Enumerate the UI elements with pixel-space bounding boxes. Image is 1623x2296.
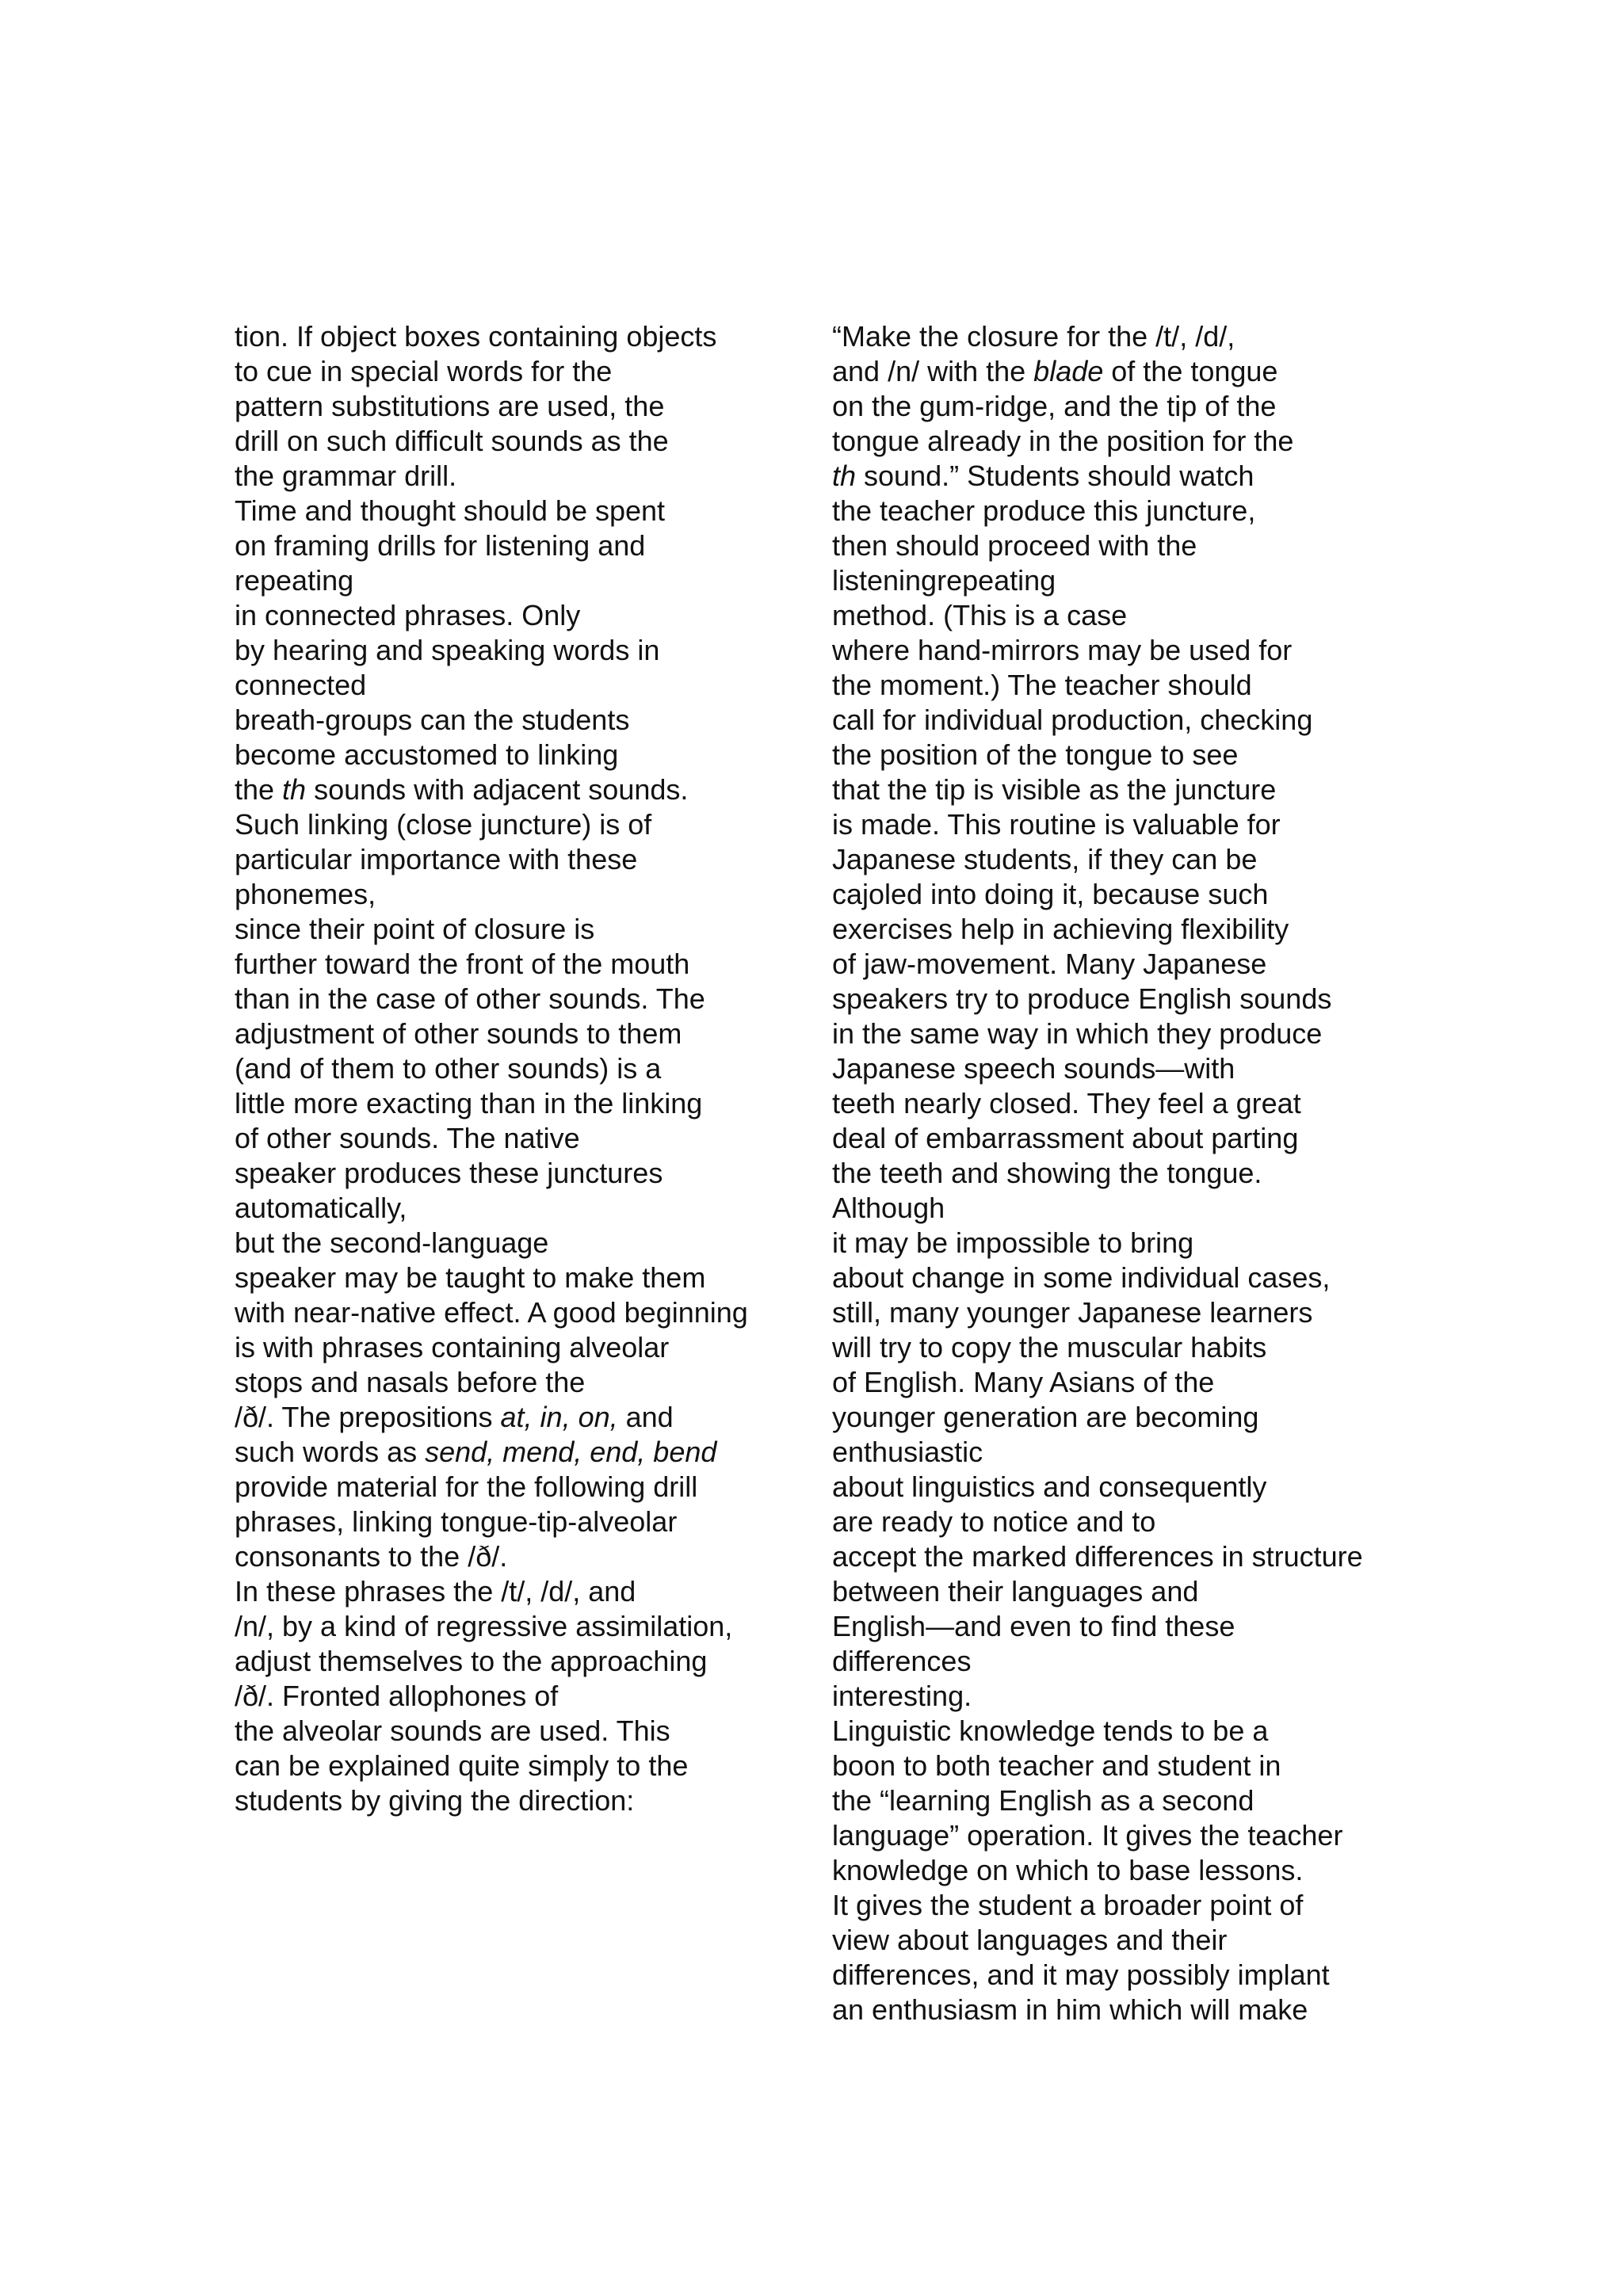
text-line	[832, 1191, 1419, 1226]
text-run: In these phrases the /t/, /d/, and	[235, 1575, 636, 1608]
text-line	[832, 1330, 1419, 1365]
text-run: knowledge on which to base lessons.	[832, 1854, 1304, 1886]
text-run: and /n/ with the	[832, 355, 1034, 387]
text-run: Time and thought should be spent	[235, 494, 666, 527]
text-run: teeth nearly closed. They feel a great	[832, 1087, 1301, 1119]
text-line	[235, 1295, 805, 1330]
text-line	[235, 703, 805, 738]
text-run: provide material for the following drill	[235, 1470, 698, 1503]
text-line	[832, 1435, 1419, 1470]
text-line	[832, 1156, 1419, 1191]
text-run: the teeth and showing the tongue.	[832, 1157, 1262, 1189]
text-run: Japanese students, if they can be	[832, 843, 1258, 875]
text-line	[235, 1470, 805, 1505]
text-run: speakers try to produce English sounds	[832, 982, 1332, 1015]
text-line	[832, 1121, 1419, 1156]
text-line	[832, 1993, 1419, 2027]
text-run: deal of embarrassment about parting	[832, 1122, 1299, 1154]
text-line	[235, 1121, 805, 1156]
text-run: language” operation. It gives the teacher	[832, 1819, 1343, 1852]
text-line	[832, 772, 1419, 807]
text-run: English—and even to find these	[832, 1610, 1235, 1642]
text-run: phrases, linking tongue-tip-alveolar	[235, 1505, 678, 1538]
text-run: by hearing and speaking words in	[235, 634, 660, 666]
text-line	[832, 598, 1419, 633]
text-line	[832, 389, 1419, 424]
text-run: It gives the student a broader point of	[832, 1889, 1304, 1921]
text-line	[235, 1749, 805, 1783]
text-line	[235, 1574, 805, 1609]
text-run: “Make the closure for the /t/, /d/,	[832, 320, 1235, 353]
text-run: cajoled into doing it, because such	[832, 878, 1269, 910]
text-run: such words as	[235, 1436, 426, 1468]
text-run: to cue in special words for the	[235, 355, 613, 387]
text-run: adjust themselves to the approaching	[235, 1645, 708, 1677]
right-text-column	[832, 319, 1419, 2027]
text-line	[832, 1783, 1419, 1818]
text-run: enthusiastic	[832, 1436, 983, 1468]
text-line	[235, 1783, 805, 1818]
text-run: become accustomed to linking	[235, 738, 619, 771]
text-line	[832, 947, 1419, 982]
text-line	[832, 842, 1419, 877]
text-run: then should proceed with the	[832, 529, 1197, 562]
text-run: stops and nasals before the	[235, 1366, 586, 1398]
text-line	[235, 738, 805, 772]
text-run: since their point of closure is	[235, 913, 595, 945]
text-run: differences, and it may possibly implant	[832, 1958, 1330, 1991]
italic-text-run: blade	[1033, 355, 1104, 387]
text-line	[832, 1644, 1419, 1679]
text-line	[832, 1226, 1419, 1261]
text-line	[832, 354, 1419, 389]
text-run: still, many younger Japanese learners	[832, 1296, 1313, 1329]
text-line	[235, 807, 805, 842]
text-run: Linguistic knowledge tends to be a	[832, 1714, 1269, 1747]
text-line	[832, 319, 1419, 354]
italic-text-run: th	[832, 460, 857, 492]
text-line	[832, 1958, 1419, 1993]
text-run: speaker produces these junctures	[235, 1157, 663, 1189]
text-run: view about languages and their	[832, 1924, 1228, 1956]
text-run: /ð/. Fronted allophones of	[235, 1680, 559, 1712]
text-run: that the tip is visible as the juncture	[832, 773, 1277, 806]
text-run: younger generation are becoming	[832, 1401, 1259, 1433]
text-line	[832, 1470, 1419, 1505]
text-run: phonemes,	[235, 878, 376, 910]
text-line	[832, 877, 1419, 912]
text-line	[832, 1261, 1419, 1295]
text-line	[832, 1539, 1419, 1574]
text-run: sounds with adjacent sounds.	[306, 773, 689, 806]
text-run: exercises help in achieving flexibility	[832, 913, 1289, 945]
text-run: interesting.	[832, 1680, 972, 1712]
text-line	[832, 1609, 1419, 1644]
text-run: it may be impossible to bring	[832, 1226, 1194, 1259]
text-run: than in the case of other sounds. The	[235, 982, 705, 1015]
text-run: Such linking (close juncture) is of	[235, 808, 652, 841]
text-run: little more exacting than in the linking	[235, 1087, 703, 1119]
text-line	[832, 528, 1419, 563]
text-line	[832, 668, 1419, 703]
text-line	[832, 912, 1419, 947]
text-line	[235, 459, 805, 494]
text-run: differences	[832, 1645, 972, 1677]
text-line	[235, 528, 805, 563]
text-line	[235, 633, 805, 668]
text-run: automatically,	[235, 1192, 407, 1224]
text-line	[235, 424, 805, 459]
text-run: further toward the front of the mouth	[235, 948, 690, 980]
left-text-column	[235, 319, 805, 1818]
text-line	[832, 1505, 1419, 1539]
text-run: the position of the tongue to see	[832, 738, 1239, 771]
text-line	[235, 1086, 805, 1121]
text-run: on the gum-ridge, and the tip of the	[832, 390, 1277, 422]
text-line	[235, 912, 805, 947]
text-line	[832, 633, 1419, 668]
italic-text-run: at, in, on,	[500, 1401, 618, 1433]
text-run: the alveolar sounds are used. This	[235, 1714, 670, 1747]
text-line	[832, 1818, 1419, 1853]
text-run: but the second-language	[235, 1226, 549, 1259]
text-run: the moment.) The teacher should	[832, 669, 1252, 701]
italic-text-run: send, mend, end, bend	[425, 1436, 717, 1468]
text-line	[235, 1191, 805, 1226]
text-line	[235, 319, 805, 354]
text-line	[832, 807, 1419, 842]
text-line	[832, 1749, 1419, 1783]
text-line	[235, 1435, 805, 1470]
text-line	[832, 1016, 1419, 1051]
text-line	[235, 1156, 805, 1191]
text-line	[235, 1330, 805, 1365]
text-line	[235, 354, 805, 389]
text-run: can be explained quite simply to the	[235, 1749, 689, 1782]
text-line	[235, 772, 805, 807]
text-run: method. (This is a case	[832, 599, 1128, 631]
text-line	[235, 1505, 805, 1539]
text-run: speaker may be taught to make them	[235, 1261, 706, 1294]
text-run: students by giving the direction:	[235, 1784, 635, 1817]
text-run: are ready to notice and to	[832, 1505, 1156, 1538]
text-run: sound.” Students should watch	[856, 460, 1254, 492]
text-run: in connected phrases. Only	[235, 599, 581, 631]
text-run: is with phrases containing alveolar	[235, 1331, 670, 1363]
text-run: the “learning English as a second	[832, 1784, 1254, 1817]
text-run: tongue already in the position for the	[832, 425, 1294, 457]
text-line	[832, 1923, 1419, 1958]
text-run: adjustment of other sounds to them	[235, 1017, 682, 1050]
text-run: boon to both teacher and student in	[832, 1749, 1281, 1782]
text-line	[832, 1888, 1419, 1923]
text-run: in the same way in which they produce	[832, 1017, 1323, 1050]
text-line	[235, 389, 805, 424]
text-line	[235, 1679, 805, 1714]
text-line	[235, 598, 805, 633]
text-run: breath-groups can the students	[235, 704, 630, 736]
text-line	[235, 877, 805, 912]
text-line	[235, 1016, 805, 1051]
text-run: accept the marked differences in structure	[832, 1540, 1363, 1573]
text-run: about linguistics and consequently	[832, 1470, 1267, 1503]
text-line	[832, 1051, 1419, 1086]
text-line	[832, 563, 1419, 598]
text-line	[235, 563, 805, 598]
text-line	[832, 703, 1419, 738]
text-run: particular importance with these	[235, 843, 638, 875]
text-run: the	[235, 773, 283, 806]
text-line	[832, 1400, 1419, 1435]
text-run: will try to copy the muscular habits	[832, 1331, 1267, 1363]
text-line	[832, 1714, 1419, 1749]
text-line	[832, 1853, 1419, 1888]
text-line	[235, 1714, 805, 1749]
text-run: of English. Many Asians of the	[832, 1366, 1215, 1398]
text-line	[832, 459, 1419, 494]
text-run: tion. If object boxes containing objects	[235, 320, 717, 353]
text-run: connected	[235, 669, 367, 701]
text-run: repeating	[235, 564, 354, 597]
text-run: between their languages and	[832, 1575, 1199, 1608]
text-run: listeningrepeating	[832, 564, 1056, 597]
text-line	[235, 982, 805, 1016]
text-line	[832, 982, 1419, 1016]
text-run: the grammar drill.	[235, 460, 457, 492]
text-run: of the tongue	[1103, 355, 1278, 387]
text-run: on framing drills for listening and	[235, 529, 646, 562]
text-line	[832, 494, 1419, 528]
text-line	[235, 842, 805, 877]
text-run: of jaw-movement. Many Japanese	[832, 948, 1267, 980]
text-line	[235, 1609, 805, 1644]
text-run: /ð/. The prepositions	[235, 1401, 501, 1433]
text-line	[235, 947, 805, 982]
text-line	[235, 668, 805, 703]
text-line	[832, 738, 1419, 772]
text-line	[235, 1644, 805, 1679]
text-run: (and of them to other sounds) is a	[235, 1052, 662, 1085]
text-run: where hand-mirrors may be used for	[832, 634, 1293, 666]
text-line	[832, 1574, 1419, 1609]
text-line	[235, 1539, 805, 1574]
text-run: consonants to the /ð/.	[235, 1540, 508, 1573]
text-run: of other sounds. The native	[235, 1122, 580, 1154]
text-run: call for individual production, checking	[832, 704, 1313, 736]
text-line	[832, 1679, 1419, 1714]
text-run: and	[617, 1401, 674, 1433]
text-line	[235, 1261, 805, 1295]
text-run: about change in some individual cases,	[832, 1261, 1331, 1294]
text-run: the teacher produce this juncture,	[832, 494, 1256, 527]
text-run: pattern substitutions are used, the	[235, 390, 665, 422]
text-line	[235, 1400, 805, 1435]
text-run: drill on such difficult sounds as the	[235, 425, 669, 457]
text-line	[832, 1086, 1419, 1121]
text-line	[235, 494, 805, 528]
text-line	[832, 1365, 1419, 1400]
text-run: is made. This routine is valuable for	[832, 808, 1281, 841]
italic-text-run: th	[282, 773, 307, 806]
text-run: Although	[832, 1192, 945, 1224]
text-line	[832, 424, 1419, 459]
text-run: an enthusiasm in him which will make	[832, 1993, 1308, 2026]
text-line	[235, 1226, 805, 1261]
text-run: Japanese speech sounds—with	[832, 1052, 1235, 1085]
text-run: /n/, by a kind of regressive assimilation,	[235, 1610, 733, 1642]
text-line	[235, 1365, 805, 1400]
text-line	[235, 1051, 805, 1086]
text-line	[832, 1295, 1419, 1330]
text-run: with near-native effect. A good beginning	[235, 1296, 748, 1329]
